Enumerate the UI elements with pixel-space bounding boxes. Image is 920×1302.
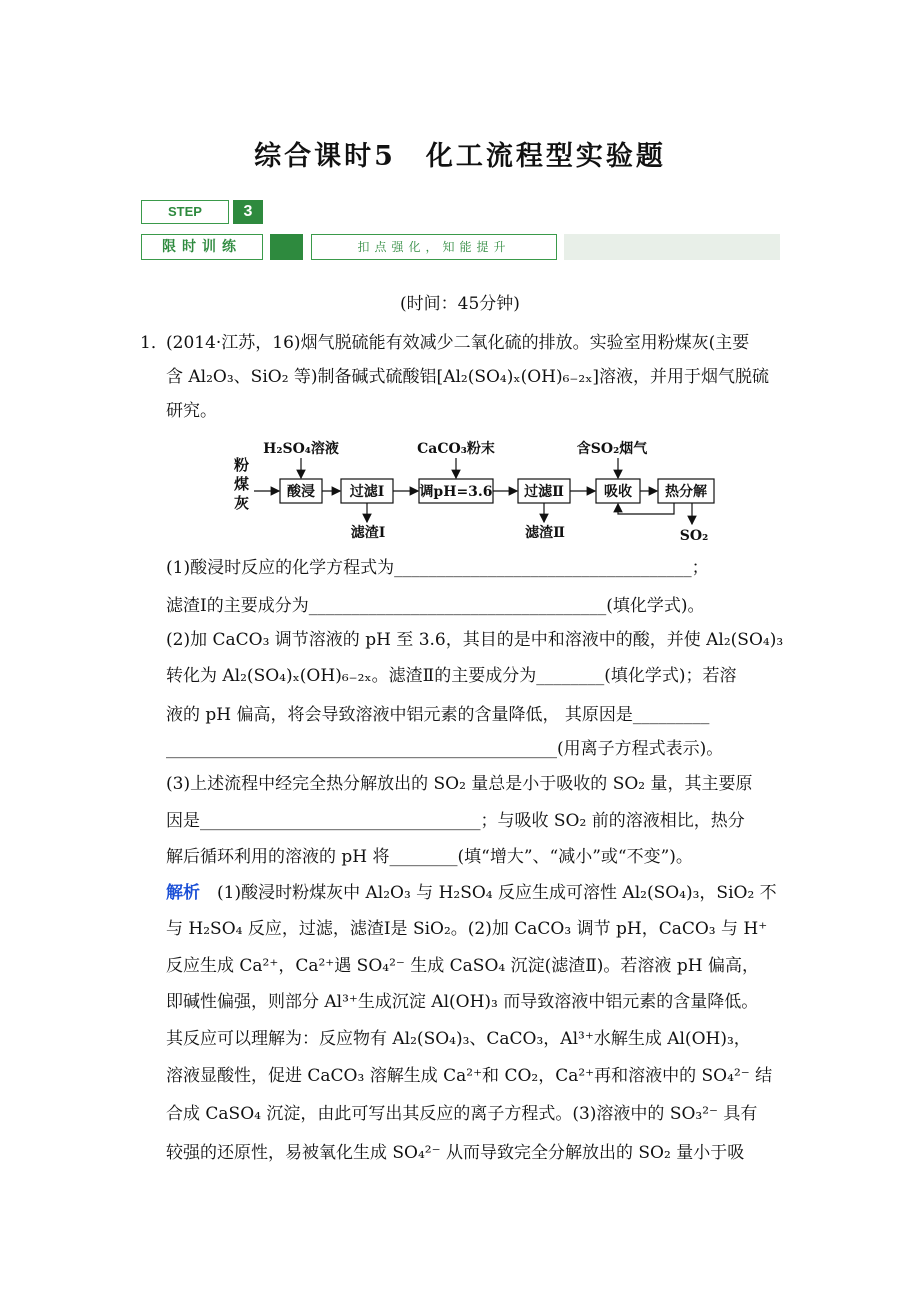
analysis-text-1: (1)酸浸时粉煤灰中 Al₂O₃ 与 H₂SO₄ 反应生成可溶性 Al₂(SO₄)₃，SiO₂ 不 xyxy=(200,883,777,903)
recycle-loop-arrow xyxy=(618,503,674,514)
step-label: STEP xyxy=(141,200,229,224)
step-number: 3 xyxy=(233,200,263,224)
step-label-absorb: 吸收 xyxy=(604,484,632,500)
step-label-decompose: 热分解 xyxy=(665,484,707,500)
step-label-filter-2: 过滤Ⅱ xyxy=(524,484,564,500)
q2-line-4: ______________________________________________(用离子方程式表示)。 xyxy=(166,739,724,759)
banner-gray-block xyxy=(564,234,780,260)
raw-material-char-2: 煤 xyxy=(234,475,250,493)
step-label-acid-leach: 酸浸 xyxy=(287,484,315,500)
analysis-line-7: 合成 CaSO₄ 沉淀，由此可写出其反应的离子方程式。(3)溶液中的 SO₃²⁻ 具有 xyxy=(166,1104,758,1124)
section-subtitle: 扣点强化，知能提升 xyxy=(311,234,557,260)
input-so2-gas: 含SO₂烟气 xyxy=(576,441,648,457)
question-number: 1． xyxy=(140,333,168,353)
process-flowchart xyxy=(228,436,728,548)
raw-material-char-3: 灰 xyxy=(234,494,250,512)
raw-material-char-1: 粉 xyxy=(234,456,250,474)
page-title: 综合课时5 化工流程型实验题 xyxy=(254,141,666,172)
q2-line-1: (2)加 CaCO₃ 调节溶液的 pH 至 3.6，其目的是中和溶液中的酸，并使 Al₂(SO₄)₃ xyxy=(166,630,784,650)
question-line-3: 研究。 xyxy=(166,401,217,421)
q1-line-2: 滤渣Ⅰ的主要成分为___________________________________(填化学式)。 xyxy=(166,596,705,616)
analysis-line-8: 较强的还原性，易被氧化生成 SO₄²⁻ 从而导致完全分解放出的 SO₂ 量小于吸 xyxy=(166,1143,745,1163)
q3-line-1: (3)上述流程中经完全热分解放出的 SO₂ 量总是小于吸收的 SO₂ 量，其主要原 xyxy=(166,774,753,794)
analysis-line-1 xyxy=(166,881,777,905)
banner-green-block xyxy=(270,234,303,260)
q2-line-2: 转化为 Al₂(SO₄)ₓ(OH)₆₋₂ₓ。滤渣Ⅱ的主要成分为________(填化学式)；若溶 xyxy=(166,666,737,686)
analysis-line-2: 与 H₂SO₄ 反应，过滤，滤渣Ⅰ是 SiO₂。(2)加 CaCO₃ 调节 pH，CaCO₃ 与 H⁺ xyxy=(166,919,768,939)
analysis-label: 解析 xyxy=(166,883,200,903)
step-label-filter-1: 过滤Ⅰ xyxy=(349,484,385,500)
time-note: (时间：45分钟) xyxy=(400,294,520,314)
q3-line-3: 解后循环利用的溶液的 pH 将________(填“增大”、“减小”或“不变”)。 xyxy=(166,847,693,867)
question-line-2: 含 Al₂O₃、SiO₂ 等)制备碱式硫酸铝[Al₂(SO₄)ₓ(OH)₆₋₂ₓ]溶液，并用于烟气脱硫 xyxy=(166,367,770,387)
step-label-adjust-ph: 调pH=3.6 xyxy=(419,484,493,500)
input-h2so4: H₂SO₄溶液 xyxy=(263,441,339,457)
output-residue-2: 滤渣Ⅱ xyxy=(525,525,565,541)
question-line-1: (2014·江苏，16)烟气脱硫能有效减少二氧化硫的排放。实验室用粉煤灰(主要 xyxy=(166,333,750,353)
section-label: 限时训练 xyxy=(141,234,263,260)
analysis-line-6: 溶液显酸性，促进 CaCO₃ 溶解生成 Ca²⁺和 CO₂，Ca²⁺再和溶液中的 SO₄²⁻ 结 xyxy=(166,1066,773,1086)
q2-line-3: 液的 pH 偏高，将会导致溶液中铝元素的含量降低， 其原因是_________ xyxy=(166,705,710,725)
analysis-line-4: 即碱性偏强，则部分 Al³⁺生成沉淀 Al(OH)₃ 而导致溶液中铝元素的含量降低。 xyxy=(166,992,759,1012)
input-caco3: CaCO₃粉末 xyxy=(417,441,495,457)
q1-line-1: (1)酸浸时反应的化学方程式为___________________________________； xyxy=(166,558,709,578)
q3-line-2: 因是_________________________________；与吸收 SO₂ 前的溶液相比，热分 xyxy=(166,811,745,831)
analysis-line-3: 反应生成 Ca²⁺，Ca²⁺遇 SO₄²⁻ 生成 CaSO₄ 沉淀(滤渣Ⅱ)。若溶液 pH 偏高， xyxy=(166,956,759,976)
analysis-line-5: 其反应可以理解为：反应物有 Al₂(SO₄)₃、CaCO₃，Al³⁺水解生成 Al(OH)₃， xyxy=(166,1029,751,1049)
output-so2: SO₂ xyxy=(679,528,709,544)
output-residue-1: 滤渣Ⅰ xyxy=(350,525,386,541)
